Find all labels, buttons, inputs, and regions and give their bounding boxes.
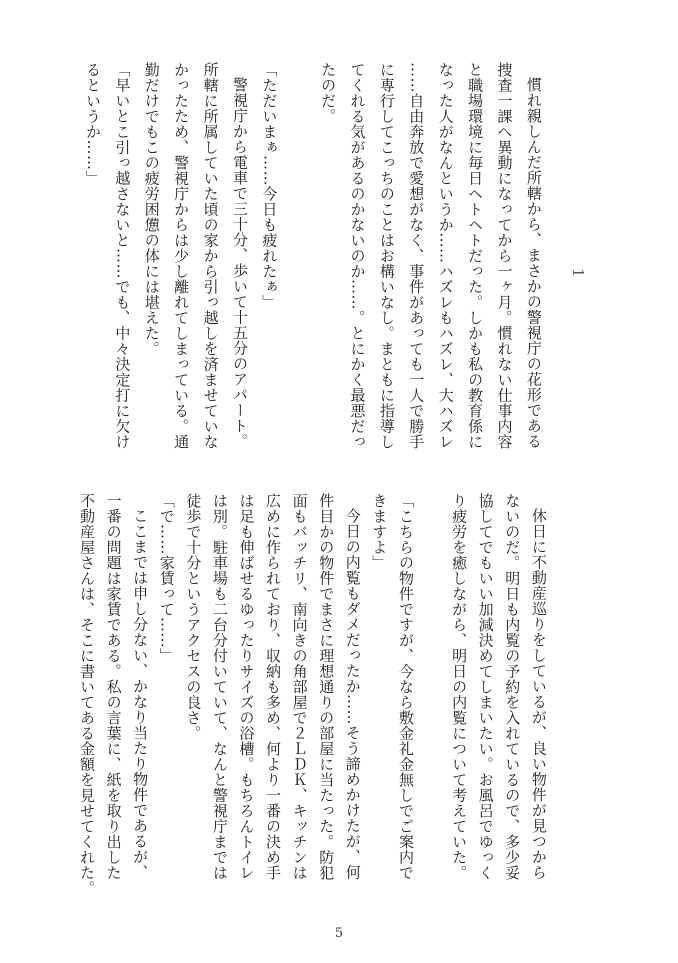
text-column: 所轄に所属していた頃の家から引っ越しを済ませていな	[201, 62, 220, 450]
text-column: るというか……」	[84, 62, 102, 186]
text-column: たのだ。	[319, 62, 338, 124]
text-column: 「こちらの物件ですが、今なら敷金礼金無しでご案内で	[396, 493, 415, 881]
text-column: 「で……家賃って……」	[157, 493, 176, 664]
page-number: 5	[334, 926, 344, 941]
text-column: なった人がなんというか……ハズレもハズレ、大ハズレ	[436, 62, 455, 450]
text-column: に専行してこっちのことはお構いなし。まともに指導し	[377, 62, 396, 450]
text-column: は足も伸ばせるゆったりサイズの浴槽。もちろんトイレ	[237, 493, 256, 881]
blank-column	[425, 493, 440, 913]
upper-text-block	[85, 62, 541, 482]
text-column: 休日に不動産巡りをしているが、良い物件が見つから	[529, 508, 548, 880]
text-column: 不動産屋さんは、そこに書いてある金額を見せてくれた。	[78, 493, 96, 896]
text-column: ここまでは申し分ない、かなり当たり物件であるが、	[131, 508, 150, 880]
text-column: 広めに作られており、収納も多め、何より一番の決め手	[264, 493, 283, 881]
text-column: 「早いとこ引っ越さないと……でも、中々決定打に欠け	[113, 62, 132, 450]
text-column: と職場環境に毎日ヘトヘトだった。しかも私の教育係に	[466, 62, 485, 450]
text-column: ……自由奔放で愛想がなく、事件があっても一人で勝手	[407, 62, 426, 450]
text-column: 一番の問題は家賃である。私の言葉に、紙を取り出した	[104, 493, 123, 881]
text-column: てくれる気があるのかないのか……。とにかく最悪だっ	[348, 62, 367, 450]
text-column: 今日の内覧もダメだったか……そう諦めかけたが、何	[343, 508, 362, 880]
text-column: きますよ」	[370, 493, 389, 571]
text-column: 警視庁から電車で三十分、歩いて十五分のアパート。	[230, 77, 249, 449]
text-column: 慣れ親しんだ所轄から、まさかの警視庁の花形である	[524, 77, 543, 449]
text-column: 徒歩で十分というアクセスの良さ。	[184, 493, 203, 741]
lower-text-block	[79, 493, 546, 913]
text-column: 面もバッチリ、南向きの角部屋で２ＬＤＫ、キッチンは	[290, 493, 309, 881]
blank-column	[291, 62, 306, 482]
text-column: 件目かの物件でまさに理想通りの部屋に当たった。防犯	[317, 493, 336, 881]
text-column: 勤だけでもこの疲労困憊の体には堪えた。	[142, 62, 161, 357]
chapter-number: 1	[569, 268, 587, 278]
text-column: は別。駐車場も二台分付いていて、なんと警視庁までは	[210, 493, 229, 881]
text-column: かったため、警視庁からは少し離れてしまっている。通	[172, 62, 191, 450]
text-column: 捜査一課へ異動になってから一ヶ月。慣れない仕事内容	[495, 62, 514, 450]
text-column: 協してでもいい加減決めてしまいたい。お風呂でゆっく	[476, 493, 495, 881]
text-column: 「ただいまぁ……今日も疲れたぁ」	[260, 62, 279, 310]
text-column: り疲労を癒しながら、明日の内覧について考えていた。	[450, 493, 469, 881]
text-column: ないのだ。明日も内覧の予約を入れているので、多少妥	[503, 493, 522, 881]
